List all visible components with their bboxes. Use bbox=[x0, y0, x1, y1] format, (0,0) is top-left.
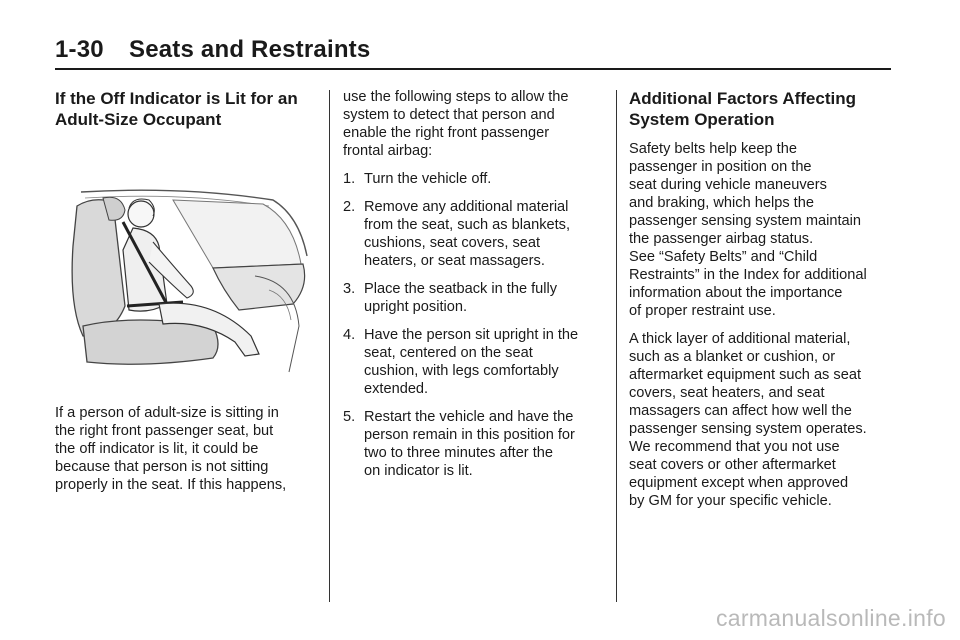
off-indicator-paragraph: If a person of adult-size is sitting in the right front passenger seat, but the off indicator is lit, it could be because that person is not sitting properly in the seat. If this happens, bbox=[55, 405, 287, 493]
list-item bbox=[343, 198, 605, 270]
section-title: Seats and Restraints bbox=[129, 36, 371, 63]
step-text: Turn the vehicle off. bbox=[364, 171, 492, 187]
page-number: 1-30 bbox=[55, 36, 104, 63]
steps-intro: use the following steps to allow the system to detect that person and enable the right front passenger frontal airbag: bbox=[343, 89, 569, 159]
column-divider-2 bbox=[616, 90, 617, 602]
passenger-illustration-svg bbox=[63, 186, 313, 374]
additional-material-paragraph: A thick layer of additional material, such as a blanket or cushion, or aftermarket equipment such as seat covers, seat heaters, and seat massagers can affect how well the passenger sensing system operates. We recommend that you not use seat covers or other aftermarket equipment except when approved by GM for your specific vehicle. bbox=[629, 331, 867, 509]
step-number: 3. bbox=[343, 281, 356, 297]
section-heading-off-indicator: If the Off Indicator is Lit for an Adult-Size Occupant bbox=[55, 89, 298, 129]
list-item bbox=[343, 408, 605, 480]
section-heading-additional-factors: Additional Factors Affecting System Operation bbox=[629, 89, 856, 129]
list-item bbox=[343, 280, 605, 316]
column-3 bbox=[629, 88, 893, 520]
step-text: Have the person sit upright in the seat, centered on the seat cushion, with legs comfortably extended. bbox=[364, 327, 579, 397]
list-item bbox=[343, 170, 605, 188]
step-number: 4. bbox=[343, 327, 356, 343]
column-1 bbox=[55, 88, 317, 504]
step-text: Remove any additional material from the seat, such as blankets, cushions, seat covers, seat heaters, or seat massagers. bbox=[364, 199, 571, 269]
step-number: 1. bbox=[343, 171, 356, 187]
column-divider-1 bbox=[329, 90, 330, 602]
step-text: Place the seatback in the fully upright position. bbox=[364, 281, 558, 315]
step-text: Restart the vehicle and have the person remain in this position for two to three minutes after the on indicator is lit. bbox=[364, 409, 575, 479]
list-item bbox=[343, 326, 605, 398]
step-number: 5. bbox=[343, 409, 356, 425]
safety-belts-paragraph: Safety belts help keep the passenger in position on the seat during vehicle maneuvers and braking, which helps the passenger sensing system maintain the passenger airbag status. See “Safety Belts” and “Child Restraints” in the Index for additional information about the importance of proper restraint use. bbox=[629, 141, 867, 319]
watermark: carmanualsonline.info bbox=[715, 605, 946, 631]
passenger-seated-illustration bbox=[63, 186, 313, 374]
page-header bbox=[55, 36, 891, 70]
column-2 bbox=[343, 88, 605, 490]
steps-list bbox=[343, 170, 605, 480]
step-number: 2. bbox=[343, 199, 356, 215]
